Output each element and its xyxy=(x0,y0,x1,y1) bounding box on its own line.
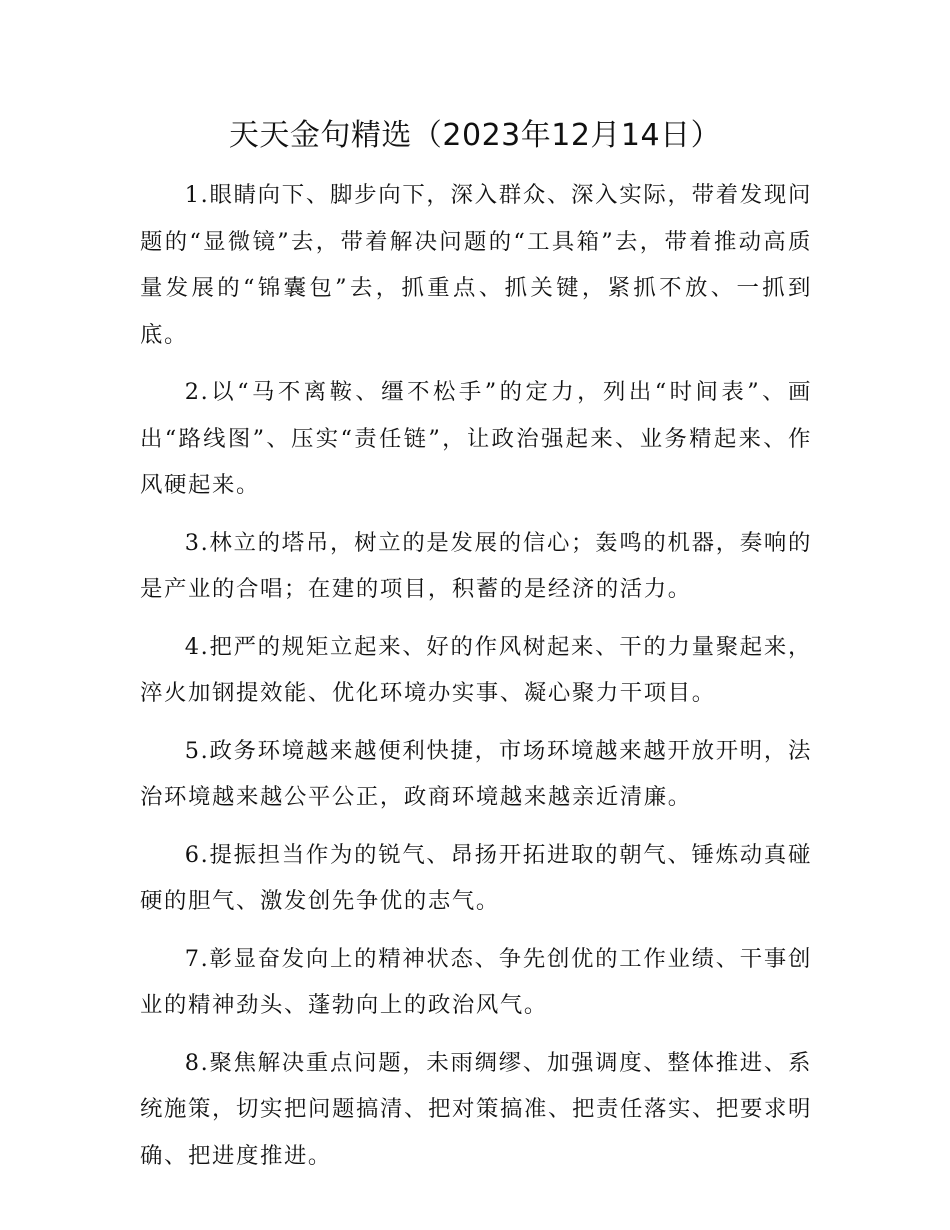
quote-paragraph-6: 6.提振担当作为的锐气、昂扬开拓进取的朝气、锤炼动真碰硬的胆气、激发创先争优的志气。 xyxy=(140,841,812,914)
document-title: 天天金句精选（2023年12月14日） xyxy=(228,118,722,153)
quote-paragraph-4: 4.把严的规矩立起来、好的作风树起来、干的力量聚起来，淬火加钢提效能、优化环境办实事、凝心聚力干项目。 xyxy=(140,633,812,706)
document-body xyxy=(140,172,812,1190)
quote-paragraph-5: 5.政务环境越来越便利快捷，市场环境越来越开放开明，法治环境越来越公平公正，政商环境越来越亲近清廉。 xyxy=(140,737,812,810)
quote-paragraph-3: 3.林立的塔吊，树立的是发展的信心；轰鸣的机器，奏响的是产业的合唱；在建的项目，积蓄的是经济的活力。 xyxy=(140,529,812,602)
quote-paragraph-2: 2.以“马不离鞍、缰不松手”的定力，列出“时间表”、画出“路线图”、压实“责任链”，让政治强起来、业务精起来、作风硬起来。 xyxy=(140,379,812,498)
quote-paragraph-7: 7.彰显奋发向上的精神状态、争先创优的工作业绩、干事创业的精神劲头、蓬勃向上的政治风气。 xyxy=(140,945,812,1018)
quote-paragraph-1: 1.眼睛向下、脚步向下，深入群众、深入实际，带着发现问题的“显微镜”去，带着解决问题的“工具箱”去，带着推动高质量发展的“锦囊包”去，抓重点、抓关键，紧抓不放、一抓到底。 xyxy=(140,182,812,348)
quote-paragraph-8: 8.聚焦解决重点问题，未雨绸缪、加强调度、整体推进、系统施策，切实把问题搞清、把对策搞准、把责任落实、把要求明确、把进度推进。 xyxy=(140,1049,812,1169)
